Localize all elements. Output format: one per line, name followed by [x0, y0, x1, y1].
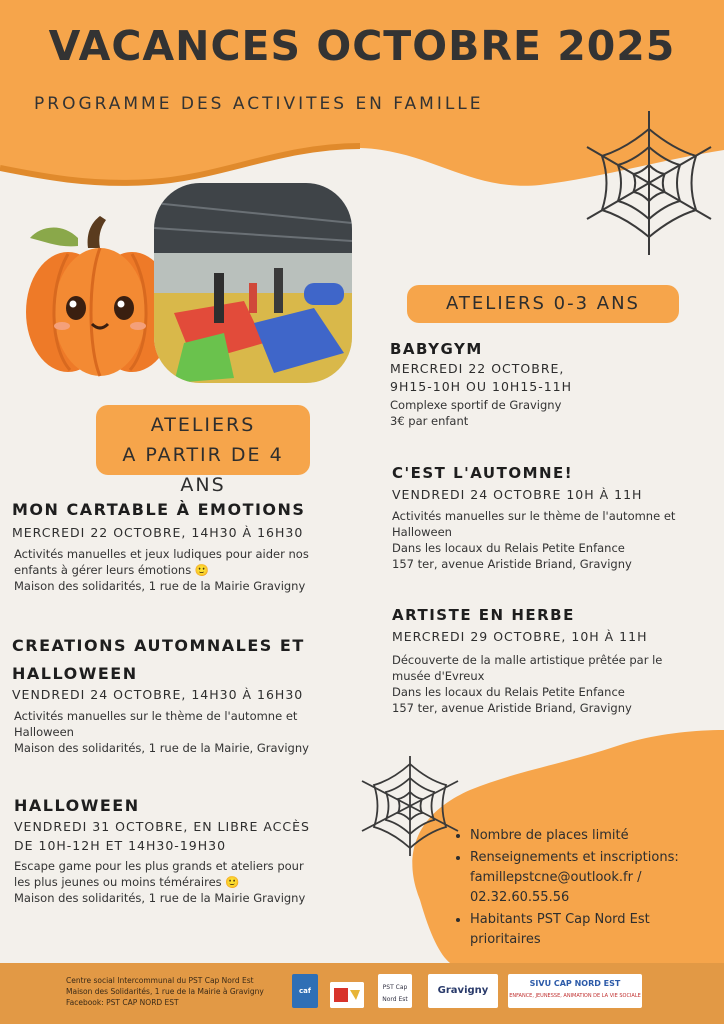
activity-date: 9H15-10H OU 10H15-11H [390, 379, 573, 394]
info-text: • Renseignements et inscriptions: [470, 850, 679, 865]
activity-location: Complexe sportif de Gravigny [390, 398, 562, 412]
sivu-logo [508, 974, 642, 1008]
footer-line: Maison des Solidarités, 1 rue de la Mairie à Gravigny [66, 987, 264, 996]
info-item [470, 848, 712, 908]
info-text: Nombre de places limité [470, 828, 629, 843]
text-line: musée d'Evreux [392, 669, 485, 683]
sivu-logo-subtitle: ENFANCE, JEUNESSE, ANIMATION DE LA VIE SOCIALE [509, 993, 641, 999]
activity-title: BABYGYM [390, 340, 483, 358]
age-group-0-3-badge: ATELIERS 0-3 ANS [407, 285, 679, 323]
badge-line: A PARTIR DE 4 ANS [122, 444, 284, 496]
page-title: VACANCES OCTOBRE 2025 [48, 22, 676, 70]
footer-line: Centre social Intercommunal du PST Cap Nord Est [66, 976, 254, 985]
footer-address [66, 975, 264, 1008]
activity-title: CREATIONS AUTOMNALES ET [12, 636, 305, 655]
activity-location: Dans les locaux du Relais Petite Enfance [392, 541, 625, 555]
activity-description [392, 508, 675, 572]
text-line: Activités manuelles sur le thème de l'automne et [392, 509, 676, 523]
caf-logo: caf [292, 974, 318, 1008]
activity-date: MERCREDI 29 OCTOBRE, 10H À 11H [392, 629, 648, 644]
text-line: les plus jeunes ou moins téméraires 🙂 [14, 875, 240, 889]
activity-title: HALLOWEEN [12, 664, 138, 683]
page-subtitle: PROGRAMME DES ACTIVITES EN FAMILLE [34, 94, 484, 114]
activity-description [14, 858, 305, 906]
activity-location: Maison des solidarités, 1 rue de la Mairie, Gravigny [14, 741, 309, 755]
activity-address: 157 ter, avenue Aristide Briand, Gravigny [392, 701, 632, 715]
info-item [470, 910, 712, 950]
info-text: • Habitants PST Cap Nord Est [470, 912, 650, 927]
activity-date: VENDREDI 24 OCTOBRE, 14H30 À 16H30 [12, 687, 304, 702]
activity-description [14, 708, 309, 756]
footer-facebook: Facebook: PST CAP NORD EST [66, 998, 179, 1007]
region-logo [330, 982, 364, 1008]
activity-price: 3€ par enfant [390, 414, 469, 428]
activity-description [390, 397, 561, 429]
info-text: prioritaires [470, 932, 541, 947]
babygym-photo [154, 183, 352, 383]
text-line: Découverte de la malle artistique prêtée par le [392, 653, 663, 667]
activity-location: Maison des solidarités, 1 rue de la Mairie Gravigny [14, 579, 306, 593]
contact-email[interactable]: famillepstcne@outlook.fr / [470, 870, 642, 885]
text-line: Halloween [14, 725, 74, 739]
activity-title: C'EST L'AUTOMNE! [392, 464, 574, 482]
contact-phone[interactable]: 02.32.60.55.56 [470, 890, 570, 905]
age-group-4plus-badge [96, 405, 310, 496]
activity-title: MON CARTABLE À EMOTIONS [12, 500, 306, 519]
text-line: Activités manuelles et jeux ludiques pour aider nos [14, 547, 309, 561]
pst-logo: PST Cap Nord Est [378, 974, 412, 1008]
activity-date: MERCREDI 22 OCTOBRE, 14H30 À 16H30 [12, 525, 304, 540]
activity-date: VENDREDI 31 OCTOBRE, EN LIBRE ACCÈS [14, 819, 310, 834]
activity-date: VENDREDI 24 OCTOBRE 10H À 11H [392, 487, 643, 502]
text-line: Activités manuelles sur le thème de l'automne et [14, 709, 298, 723]
text-line: enfants à gérer leurs émotions 🙂 [14, 563, 210, 577]
activity-location: Dans les locaux du Relais Petite Enfance [392, 685, 625, 699]
spider-web-icon [574, 108, 724, 258]
activity-location: Maison des solidarités, 1 rue de la Mairie Gravigny [14, 891, 306, 905]
badge-line: ATELIERS [150, 414, 256, 436]
activity-date: DE 10H-12H ET 14H30-19H30 [14, 838, 227, 853]
activity-title: HALLOWEEN [14, 796, 140, 815]
activity-description [14, 546, 309, 594]
activity-address: 157 ter, avenue Aristide Briand, Gravigny [392, 557, 632, 571]
activity-title: ARTISTE EN HERBE [392, 606, 575, 624]
spider-web-icon [354, 754, 466, 858]
gravigny-logo: Gravigny [428, 974, 498, 1008]
text-line: Halloween [392, 525, 452, 539]
sivu-logo-title: SIVU CAP NORD EST [529, 979, 621, 988]
info-list [452, 826, 712, 952]
text-line: Escape game pour les plus grands et ateliers pour [14, 859, 304, 873]
info-item [470, 826, 712, 846]
activity-date: MERCREDI 22 OCTOBRE, [390, 361, 565, 376]
activity-description [392, 652, 662, 716]
